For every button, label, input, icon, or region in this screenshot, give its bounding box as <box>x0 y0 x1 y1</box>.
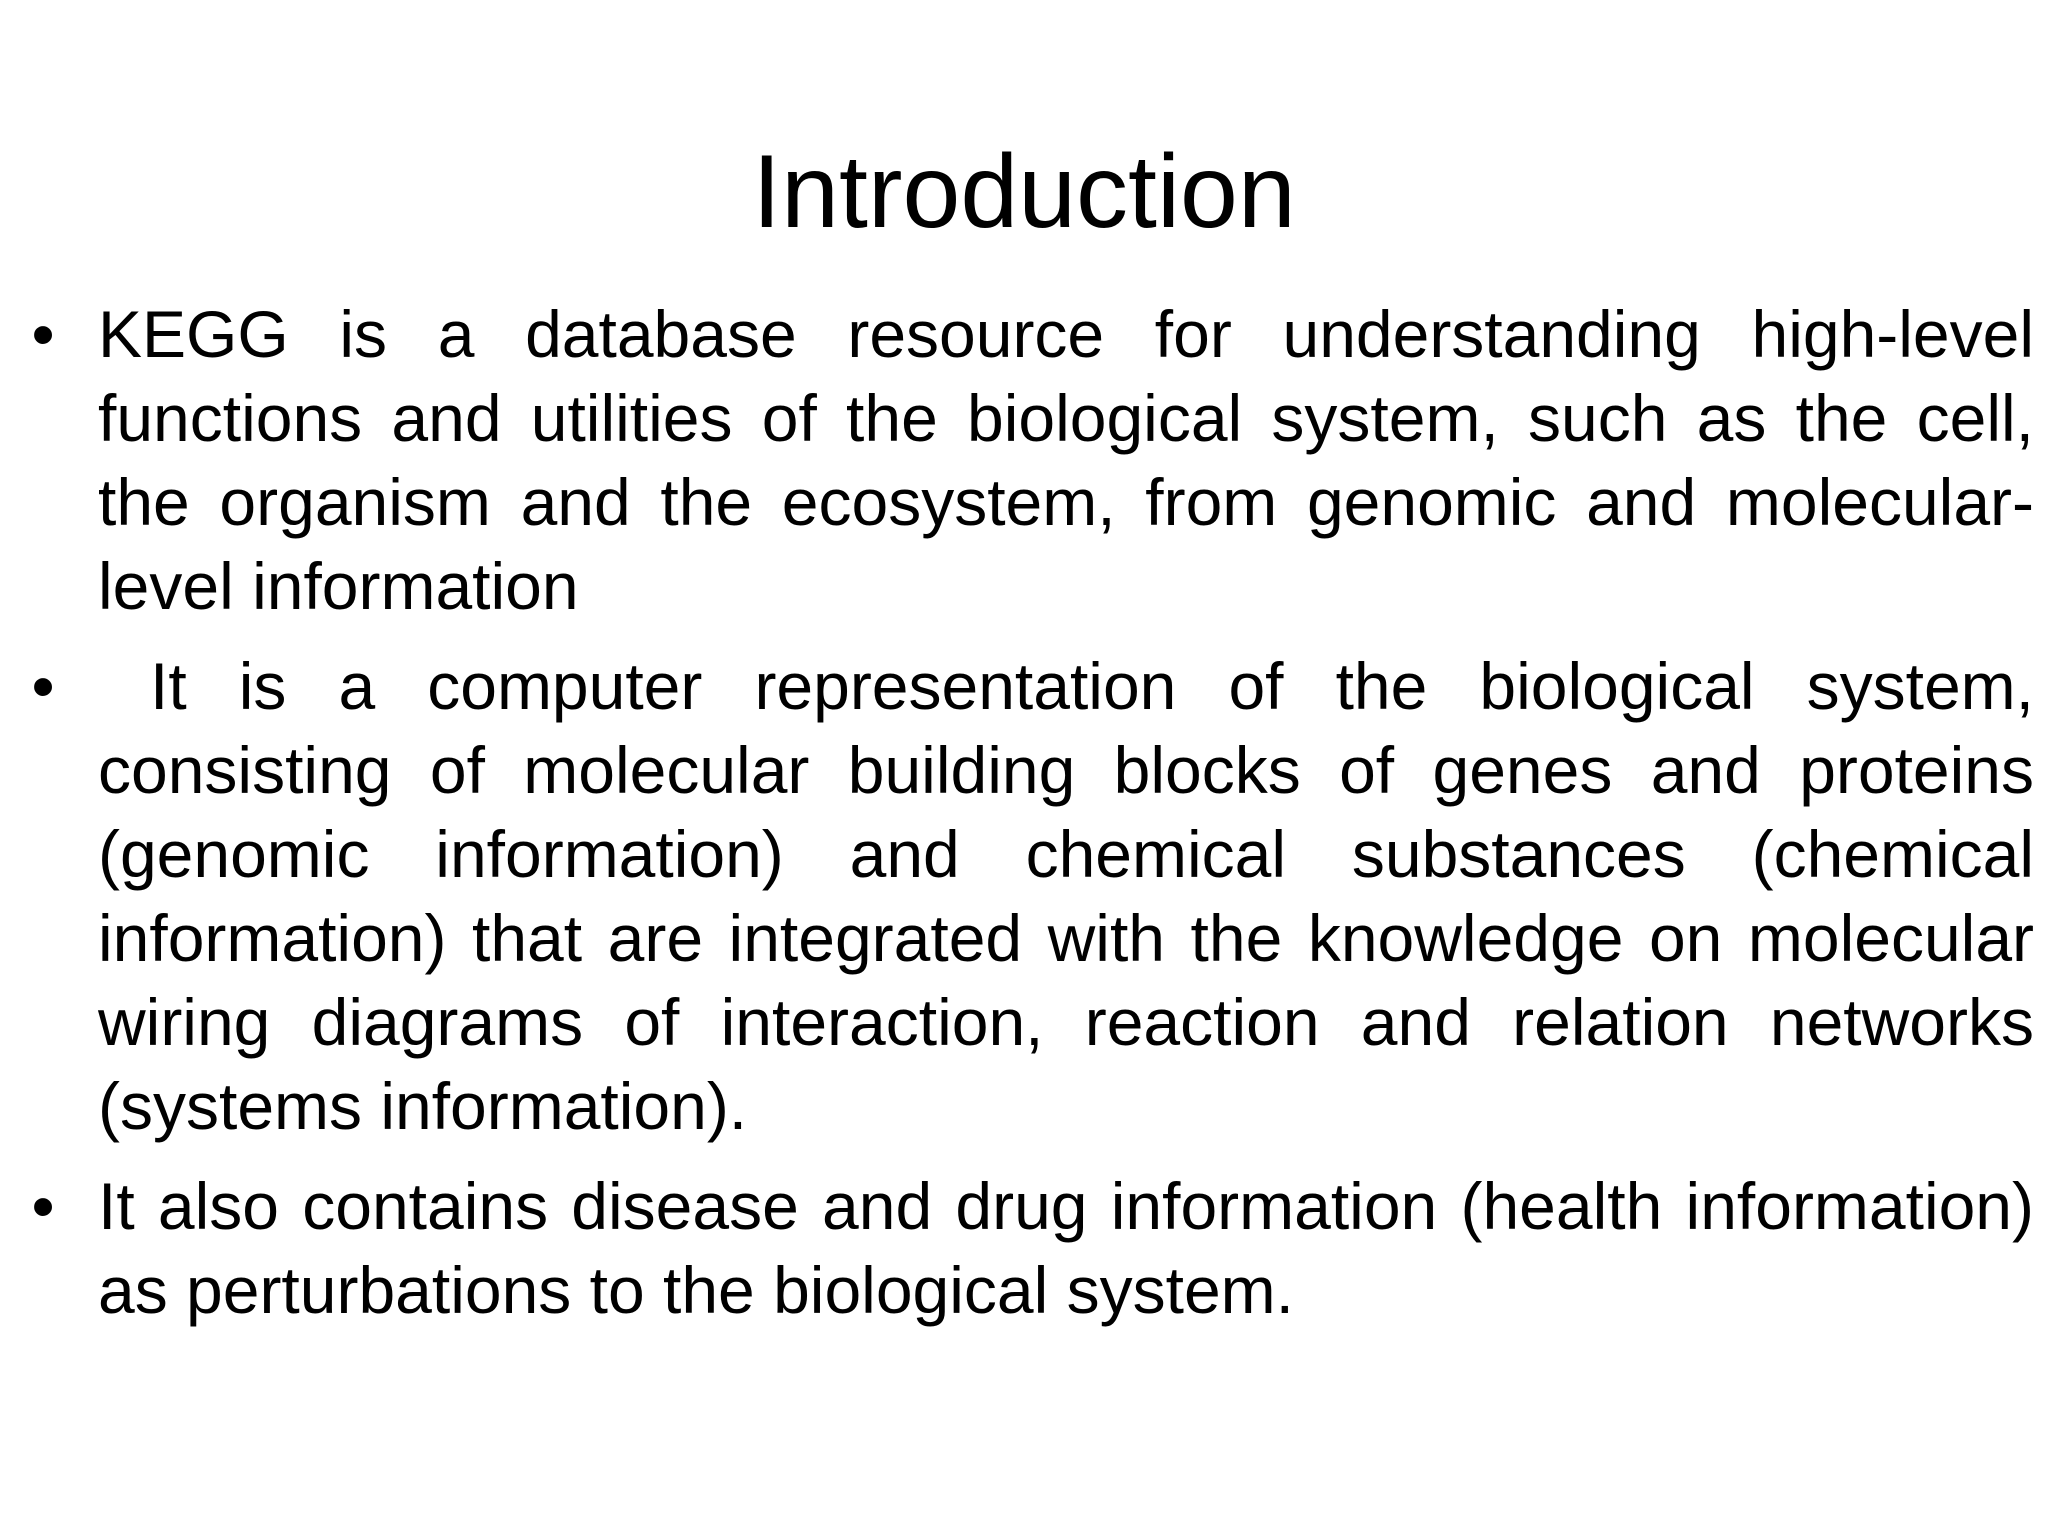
bullet-list <box>18 292 2034 1348</box>
bullet-item-2 <box>18 644 2034 1148</box>
bullet-item-1 <box>18 292 2034 628</box>
bullet-text-2: It is a computer representation of the biological system, consisting of molecular building blocks of genes and proteins (genomic information) and chemical substances (chemical information) that are integrated with the knowledge on molecular wiring diagrams of interaction, reaction and relation networks (systems information). <box>98 649 2034 1143</box>
bullet-marker: • <box>31 297 55 371</box>
bullet-marker: • <box>31 649 55 723</box>
bullet-text-3: It also contains disease and drug information (health information) as perturbations to the biological system. <box>98 1169 2034 1327</box>
bullet-text-1: KEGG is a database resource for understanding high-level functions and utilities of the biological system, such as the cell, the organism and the ecosystem, from genomic and molecular-level information <box>98 297 2034 623</box>
bullet-item-3 <box>18 1164 2034 1332</box>
bullet-marker: • <box>31 1169 55 1243</box>
slide-title: Introduction <box>752 134 1296 250</box>
